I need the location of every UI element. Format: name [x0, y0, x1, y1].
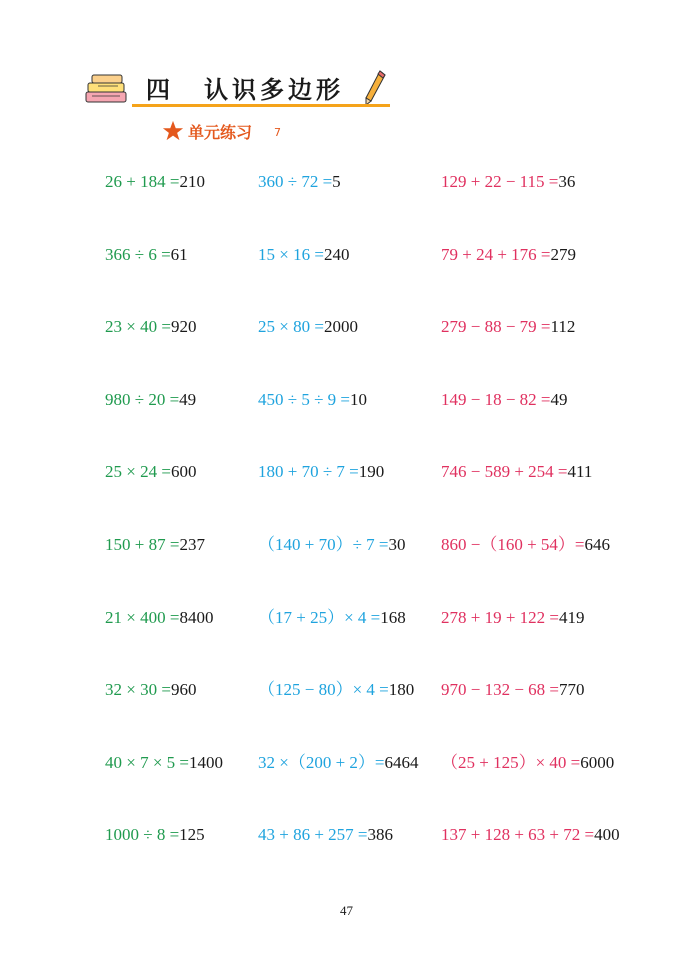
equation-answer: 6000	[580, 753, 615, 772]
equation-answer: 10	[350, 390, 367, 409]
equation-answer: 49	[550, 390, 568, 409]
equation-answer: 419	[559, 608, 585, 627]
equation-item	[258, 390, 367, 410]
equation-item	[258, 462, 384, 482]
equation-answer: 6464	[384, 753, 419, 772]
equation-expression: 26 + 184 =	[105, 172, 180, 191]
equation-expression: 43 + 86 + 257 =	[258, 825, 368, 844]
page-number: 47	[340, 903, 353, 918]
star-icon	[162, 120, 184, 142]
equation-expression: （25 + 125）× 40 =	[441, 753, 581, 772]
equation-answer: 2000	[323, 317, 358, 336]
equation-answer: 190	[358, 462, 385, 481]
equation-item	[105, 462, 196, 482]
equation-answer: 210	[179, 172, 205, 191]
equation-expression: 40 × 7 × 5 =	[105, 753, 190, 772]
equation-expression: 366 ÷ 6 =	[105, 245, 171, 264]
equation-answer: 5	[332, 172, 341, 191]
equation-item	[105, 608, 213, 628]
equation-item	[441, 245, 576, 265]
unit-number: 四	[146, 76, 172, 104]
equation-expression: 25 × 80 =	[258, 317, 324, 336]
equation-item	[258, 172, 341, 192]
equation-answer: 168	[380, 608, 406, 627]
equation-item	[258, 317, 358, 337]
equation-item	[105, 680, 196, 700]
equation-item	[258, 680, 414, 700]
equation-item	[105, 753, 223, 773]
equation-item	[258, 608, 406, 628]
equation-item	[258, 535, 406, 555]
equation-expression: 860 −（160 + 54）=	[441, 535, 585, 554]
unit-header	[84, 66, 404, 114]
section-number: 7	[274, 126, 281, 139]
equation-answer: 237	[179, 535, 205, 554]
equation-expression: （17 + 25）× 4 =	[258, 608, 381, 627]
equation-answer: 49	[179, 390, 197, 409]
equation-item	[441, 462, 592, 482]
pencil-icon	[364, 70, 386, 106]
equation-expression: 279 − 88 − 79 =	[441, 317, 551, 336]
equation-answer: 279	[550, 245, 577, 264]
equation-expression: 129 + 22 − 115 =	[441, 172, 559, 191]
equation-expression: 980 ÷ 20 =	[105, 390, 180, 409]
equation-answer: 125	[179, 825, 205, 844]
equation-expression: 1000 ÷ 8 =	[105, 825, 180, 844]
equation-answer: 646	[584, 535, 611, 554]
equation-expression: （125 − 80）× 4 =	[258, 680, 389, 699]
equation-answer: 960	[170, 680, 197, 699]
equation-item	[258, 245, 349, 265]
equation-item	[105, 535, 205, 555]
equation-answer: 920	[170, 317, 197, 336]
equation-expression: 32 × 30 =	[105, 680, 171, 699]
equation-answer: 112	[550, 317, 576, 336]
equation-answer: 1400	[189, 753, 224, 772]
equation-item	[105, 245, 188, 265]
equation-item	[441, 390, 568, 410]
books-icon	[84, 74, 130, 106]
equation-answer: 411	[567, 462, 593, 481]
equation-expression: 137 + 128 + 63 + 72 =	[441, 825, 595, 844]
equation-expression: 746 − 589 + 254 =	[441, 462, 568, 481]
title-underline	[132, 104, 390, 107]
equation-item	[441, 825, 620, 845]
equation-expression: 278 + 19 + 122 =	[441, 608, 560, 627]
equation-item	[258, 825, 393, 845]
equation-item	[441, 753, 614, 773]
equation-expression: （140 + 70）÷ 7 =	[258, 535, 389, 554]
equation-expression: 25 × 24 =	[105, 462, 171, 481]
equation-answer: 600	[170, 462, 197, 481]
equation-expression: 450 ÷ 5 ÷ 9 =	[258, 390, 350, 409]
equation-expression: 970 − 132 − 68 =	[441, 680, 560, 699]
equation-expression: 150 + 87 =	[105, 535, 180, 554]
unit-title: 认识多边形	[204, 76, 344, 104]
equation-answer: 240	[323, 245, 350, 264]
equation-expression: 180 + 70 ÷ 7 =	[258, 462, 359, 481]
equation-item	[441, 535, 610, 555]
equation-item	[441, 317, 575, 337]
equation-answer: 30	[388, 535, 406, 554]
equation-expression: 15 × 16 =	[258, 245, 324, 264]
equation-item	[441, 172, 575, 192]
equation-answer: 61	[170, 245, 188, 264]
equation-item	[105, 172, 205, 192]
equation-expression: 149 − 18 − 82 =	[441, 390, 551, 409]
equation-item	[105, 317, 196, 337]
equation-answer: 770	[559, 680, 585, 699]
equation-expression: 32 ×（200 + 2）=	[258, 753, 385, 772]
section-label: 单元练习	[188, 123, 253, 142]
equation-answer: 36	[558, 172, 576, 191]
equation-item	[441, 608, 585, 628]
equation-expression: 360 ÷ 72 =	[258, 172, 333, 191]
equation-item	[105, 825, 205, 845]
equation-expression: 21 × 400 =	[105, 608, 180, 627]
equation-expression: 79 + 24 + 176 =	[441, 245, 551, 264]
equation-answer: 386	[367, 825, 394, 844]
equation-item	[105, 390, 196, 410]
equation-answer: 400	[594, 825, 620, 844]
equation-item	[258, 753, 419, 773]
equation-answer: 180	[388, 680, 415, 699]
equation-expression: 23 × 40 =	[105, 317, 171, 336]
equation-answer: 8400	[179, 608, 214, 627]
equation-item	[441, 680, 585, 700]
